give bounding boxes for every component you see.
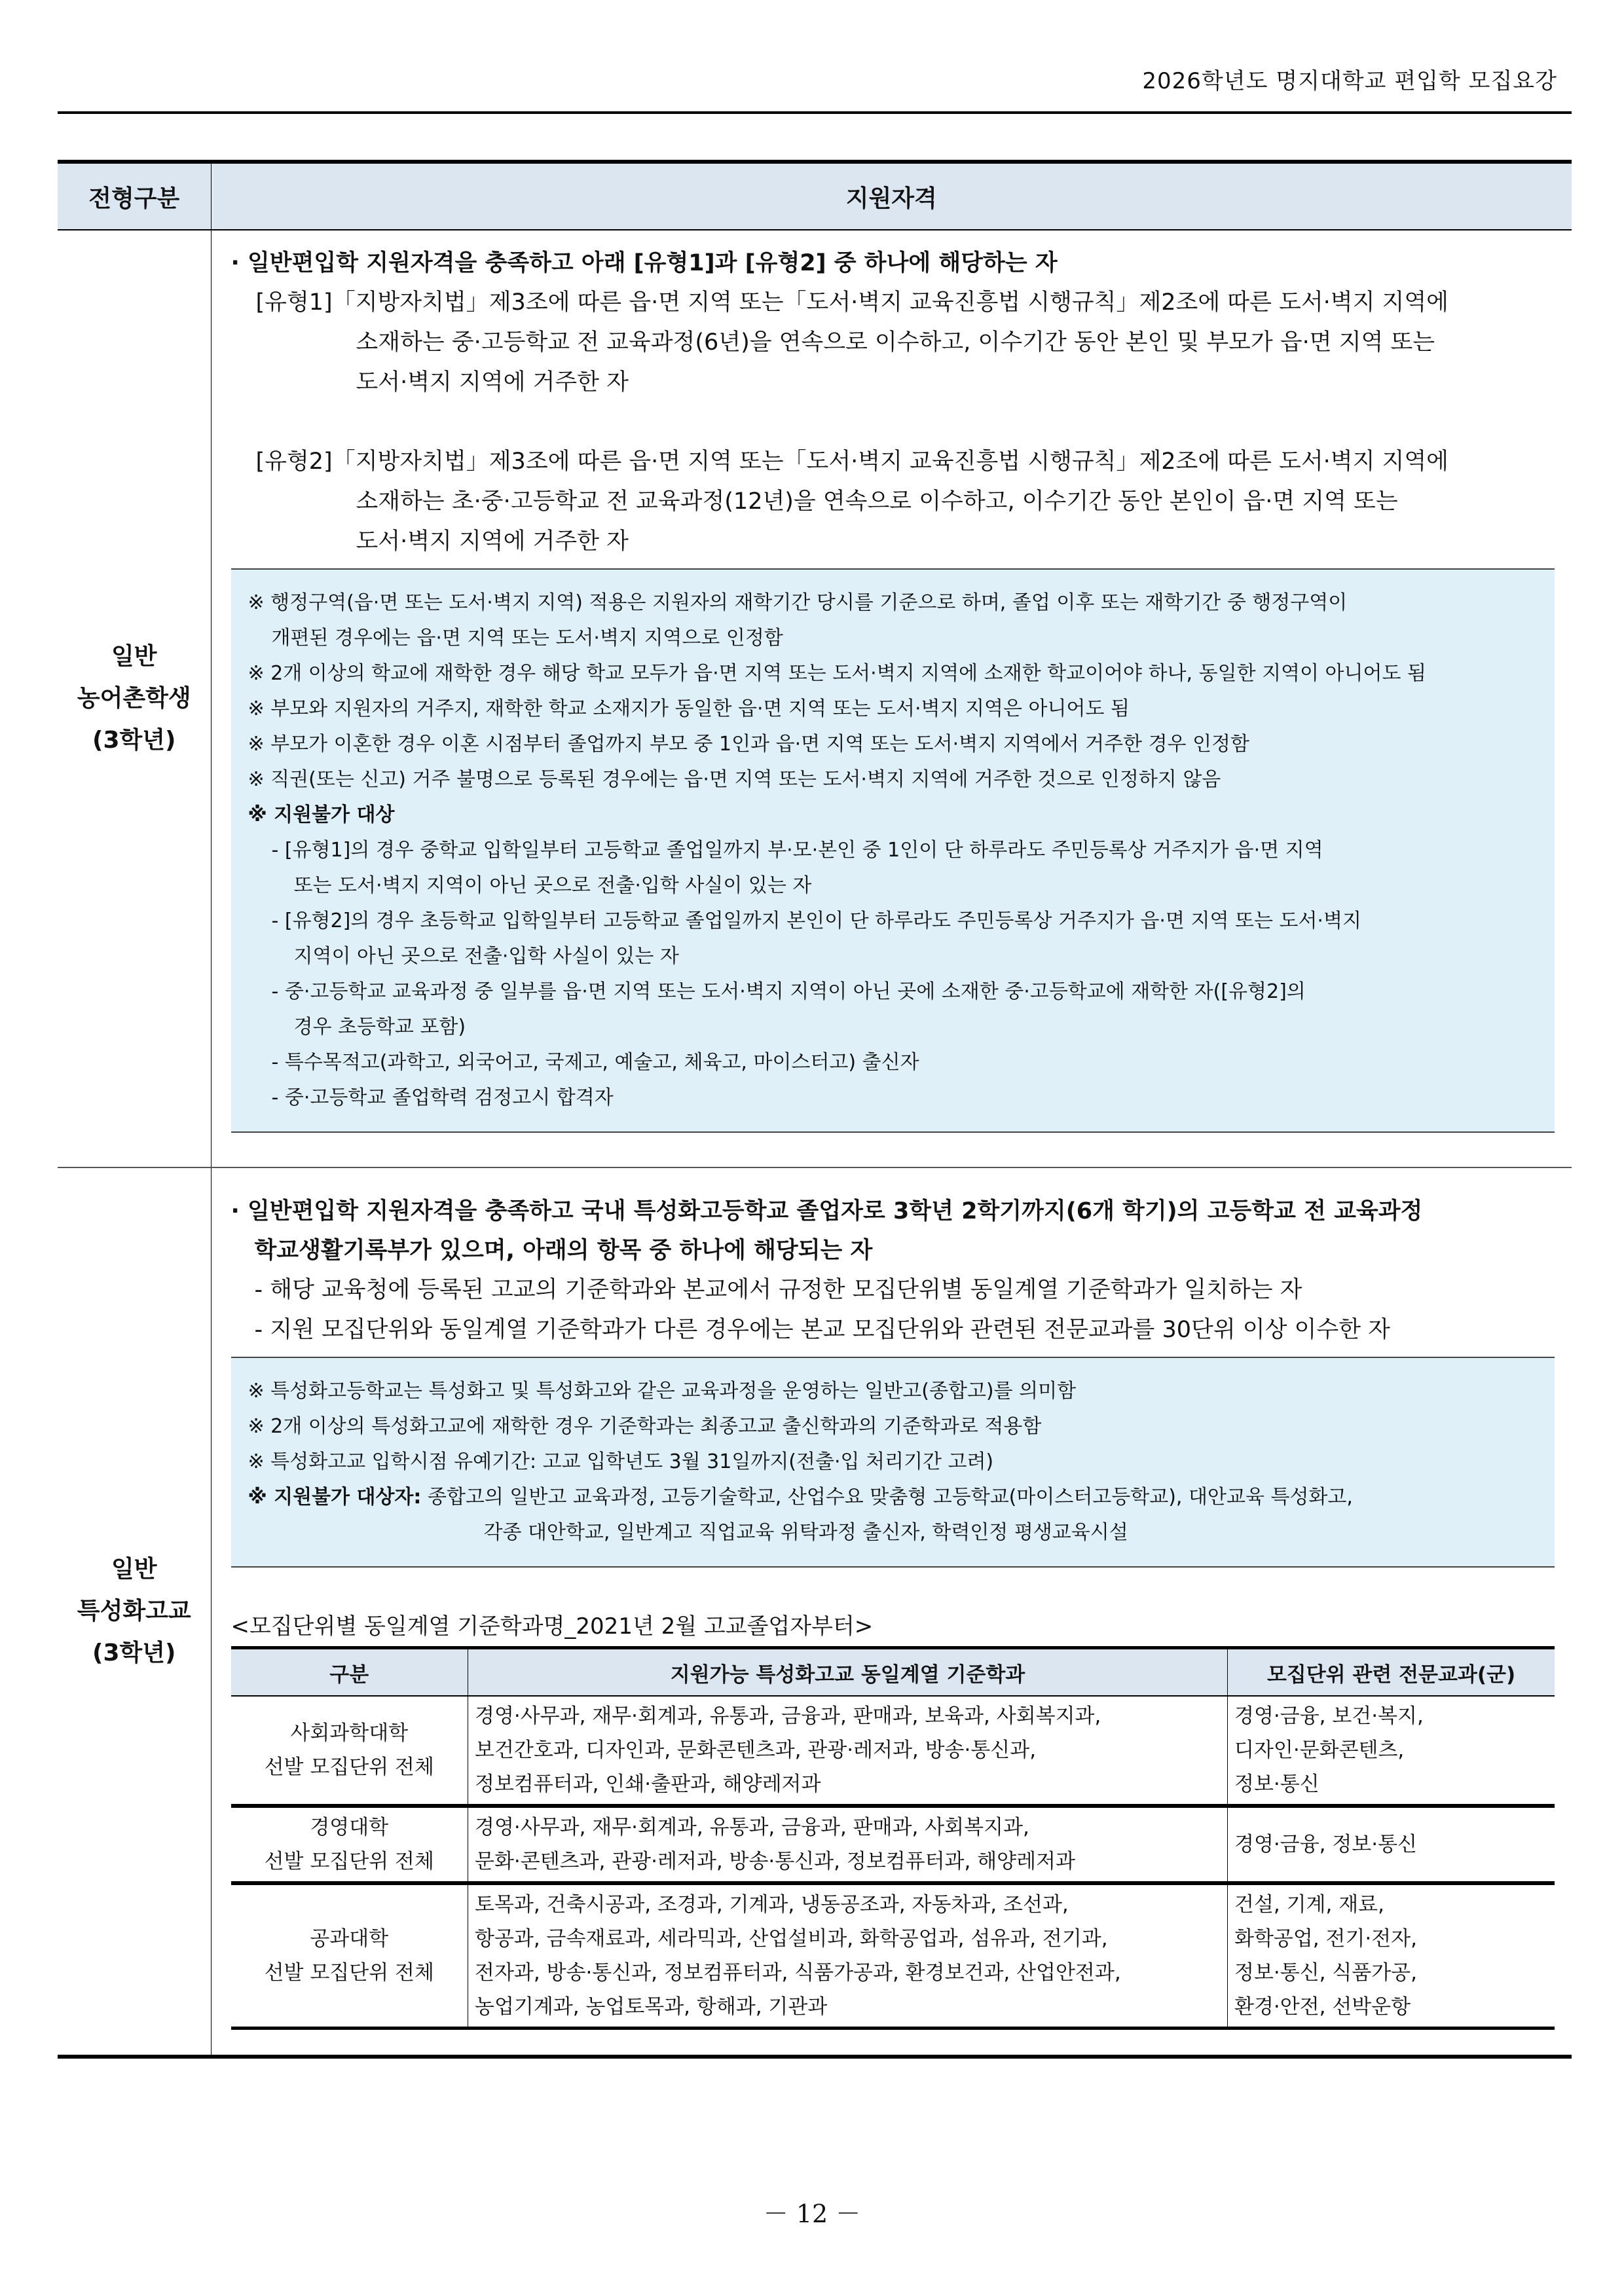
note-ineligible-heading: ※ 지원불가 대상 — [248, 803, 395, 826]
rural-qualification — [211, 230, 1572, 1167]
special-condition: - 해당 교육청에 등록된 고교의 기준학과와 본교에서 규정한 모집단위별 동일계열 기준학과가 일치하는 자 — [254, 1277, 1302, 1303]
rural-type1: [유형1]「지방자치법」제3조에 따른 읍·면 지역 또는「도서·벽지 교육진흥법 시행규칙」제2조에 따른 도서·벽지 지역에 소재하는 중·고등학교 전 교육과정(6년)을 연속으로 이수하고, 이수기간 동안 본인 및 부모가 읍·면 지역 또는 도서·벽지 지역에 거주한 자 — [255, 289, 1449, 395]
row-specialized-high-school — [58, 1167, 1572, 2057]
note-item: ※ 2개 이상의 학교에 재학한 경우 해당 학교 모두가 읍·면 지역 또는 도서·벽지 지역에 소재한 학교이어야 하나, 동일한 지역이 아니어도 됨 — [248, 662, 1426, 685]
ineligible-item: - [유형2]의 경우 초등학교 입학일부터 고등학교 졸업일까지 본인이 단 하루라도 주민등록상 거주지가 읍·면 지역 또는 도서·벽지 지역이 아닌 곳으로 전출·입학 사실이 있는 자 — [271, 909, 1361, 968]
departments-cell: 토목과, 건축시공과, 조경과, 기계과, 냉동공조과, 자동차과, 조선과, 항공과, 금속재료과, 세라믹과, 산업설비과, 화학공업과, 섬유과, 전기과, 전자과, 방송·통신과, 정보컴퓨터과, 식품가공과, 환경보건과, 산업안전과, 농업기계과, 농업토목과, 항해과, 기관과 — [468, 1883, 1228, 2029]
special-notes-box — [231, 1357, 1555, 1568]
table-row — [231, 1883, 1555, 2029]
college-cell: 사회과학대학 선발 모집단위 전체 — [231, 1696, 468, 1806]
table-row — [231, 1696, 1555, 1806]
inner-header-division: 구분 — [231, 1648, 468, 1697]
note-item: ※ 2개 이상의 특성화고교에 재학한 경우 기준학과는 최종고교 출신학과의 기준학과로 적용함 — [248, 1415, 1042, 1438]
ineligible-item: - 중·고등학교 교육과정 중 일부를 읍·면 지역 또는 도서·벽지 지역이 아닌 곳에 소재한 중·고등학교에 재학한 자([유형2]의 경우 초등학교 포함) — [271, 980, 1306, 1038]
ineligible-item: - [유형1]의 경우 중학교 입학일부터 고등학교 졸업일까지 부·모·본인 중 1인이 단 하루라도 주민등록상 거주지가 읍·면 지역 또는 도서·벽지 지역이 아닌 곳으로 전출·입학 사실이 있는 자 — [271, 839, 1323, 897]
ineligible-item: - 특수목적고(과학고, 외국어고, 국제고, 예술고, 체육고, 마이스터고) 출신자 — [271, 1051, 919, 1074]
dept-table-caption: <모집단위별 동일계열 기준학과명_2021년 2월 고교졸업자부터> — [231, 1613, 874, 1640]
subjects-cell: 건설, 기계, 재료, 화학공업, 전기·전자, 정보·통신, 식품가공, 환경·안전, 선박운항 — [1228, 1883, 1555, 2029]
special-condition: - 지원 모집단위와 동일계열 기준학과가 다른 경우에는 본교 모집단위와 관련된 전문교과를 30단위 이상 이수한 자 — [254, 1317, 1390, 1343]
rural-type2: [유형2]「지방자치법」제3조에 따른 읍·면 지역 또는「도서·벽지 교육진흥법 시행규칙」제2조에 따른 도서·벽지 지역에 소재하는 초·중·고등학교 전 교육과정(12년)을 연속으로 이수하고, 이수기간 동안 본인이 읍·면 지역 또는 도서·벽지 지역에 거주한 자 — [255, 449, 1449, 555]
inner-header-departments: 지원가능 특성화고교 동일계열 기준학과 — [468, 1648, 1228, 1697]
category-specialized: 일반 특성화고교 (3학년) — [58, 1167, 211, 2057]
row-rural-students — [58, 230, 1572, 1167]
qualification-table — [58, 160, 1572, 2059]
page-number: － 12 － — [763, 2199, 861, 2228]
note-item: ※ 직권(또는 신고) 거주 불명으로 등록된 경우에는 읍·면 지역 또는 도서·벽지 지역에 거주한 것으로 인정하지 않음 — [248, 768, 1221, 791]
note-item: ※ 부모가 이혼한 경우 이혼 시점부터 졸업까지 부모 중 1인과 읍·면 지역 또는 도서·벽지 지역에서 거주한 경우 인정함 — [248, 733, 1250, 756]
special-qualification — [211, 1167, 1572, 2057]
college-cell: 경영대학 선발 모집단위 전체 — [231, 1806, 468, 1883]
dept-mapping-table — [231, 1646, 1555, 2030]
rural-main-requirement: · 일반편입학 지원자격을 충족하고 아래 [유형1]과 [유형2] 중 하나에 해당하는 자 — [231, 250, 1058, 276]
special-main-requirement: · 일반편입학 지원자격을 충족하고 국내 특성화고등학교 졸업자로 3학년 2학기까지(6개 학기)의 고등학교 전 교육과정 학교생활기록부가 있으며, 아래의 항목 중 하나에 해당되는 자 — [231, 1198, 1423, 1264]
header-rule — [58, 111, 1572, 114]
note-item: ※ 특성화고교 입학시점 유예기간: 고교 입학년도 3월 31일까지(전출·입 처리기간 고려) — [248, 1450, 994, 1473]
document-header-title: 2026학년도 명지대학교 편입학 모집요강 — [1142, 68, 1557, 94]
note-item: ※ 행정구역(읍·면 또는 도서·벽지 지역) 적용은 지원자의 재학기간 당시를 기준으로 하며, 졸업 이후 또는 재학기간 중 행정구역이 개편된 경우에는 읍·면 지역 또는 도서·벽지 지역으로 인정함 — [248, 591, 1348, 650]
subjects-cell: 경영·금융, 정보·통신 — [1228, 1806, 1555, 1883]
departments-cell: 경영·사무과, 재무·회계과, 유통과, 금융과, 판매과, 사회복지과, 문화·콘텐츠과, 관광·레저과, 방송·통신과, 정보컴퓨터과, 해양레저과 — [468, 1806, 1228, 1883]
note-item: ※ 지원불가 대상자: 종합고의 일반고 교육과정, 고등기술학교, 산업수요 맞춤형 고등학교(마이스터고등학교), 대안교육 특성화고, — [248, 1486, 1353, 1509]
col-header-category: 전형구분 — [58, 162, 211, 230]
subjects-cell: 경영·금융, 보건·복지, 디자인·문화콘텐츠, 정보·통신 — [1228, 1696, 1555, 1806]
note-item: ※ 부모와 지원자의 거주지, 재학한 학교 소재지가 동일한 읍·면 지역 또는 도서·벽지 지역은 아니어도 됨 — [248, 697, 1130, 720]
inner-header-subjects: 모집단위 관련 전문교과(군) — [1228, 1648, 1555, 1697]
ineligible-item: - 중·고등학교 졸업학력 검정고시 합격자 — [271, 1086, 614, 1109]
note-item-continued: 각종 대안학교, 일반계고 직업교육 위탁과정 출신자, 학력인정 평생교육시설 — [483, 1521, 1128, 1544]
table-row — [231, 1806, 1555, 1883]
col-header-qualification: 지원자격 — [211, 162, 1572, 230]
college-cell: 공과대학 선발 모집단위 전체 — [231, 1883, 468, 2029]
note-item: ※ 특성화고등학교는 특성화고 및 특성화고와 같은 교육과정을 운영하는 일반고(종합고)를 의미함 — [248, 1380, 1077, 1403]
departments-cell: 경영·사무과, 재무·회계과, 유통과, 금융과, 판매과, 보육과, 사회복지과, 보건간호과, 디자인과, 문화콘텐츠과, 관광·레저과, 방송·통신과, 정보컴퓨터과, 인쇄·출판과, 해양레저과 — [468, 1696, 1228, 1806]
category-rural: 일반 농어촌학생 (3학년) — [58, 230, 211, 1167]
rural-notes-box — [231, 568, 1555, 1133]
